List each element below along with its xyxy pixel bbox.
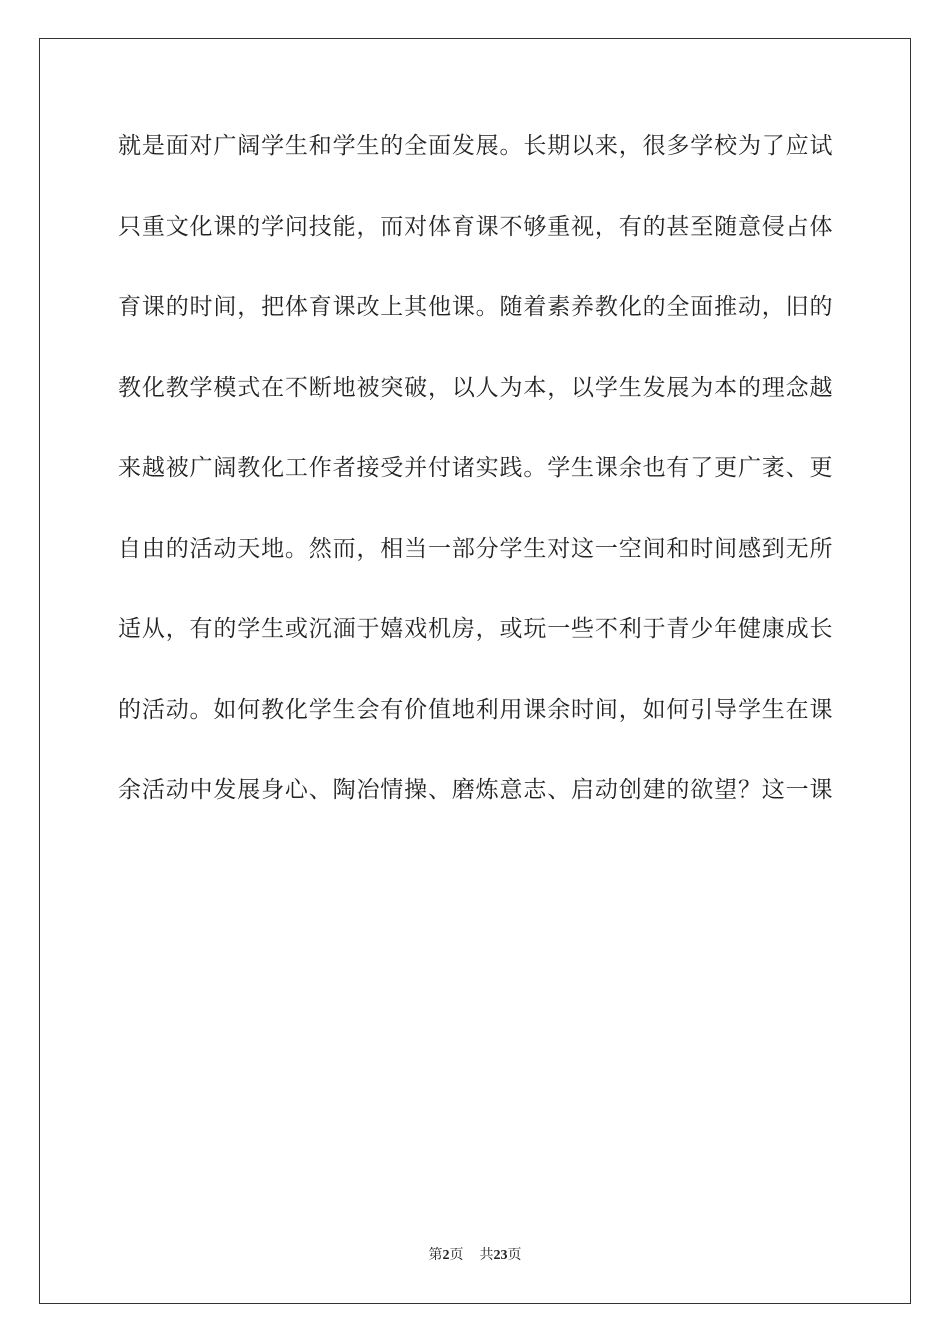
text-line-3: 育课的时间，把体育课改上其他课。随着素养教化的全面推动，旧的 — [118, 294, 833, 320]
text-line-9: 余活动中发展身心、陶冶情操、磨炼意志、启动创建的欲望？这一课 — [118, 777, 833, 803]
page-number: 2 — [442, 1248, 450, 1263]
text-line-6: 自由的活动天地。然而，相当一部分学生对这一空间和时间感到无所 — [118, 535, 833, 562]
text-line-5: 来越被广阔教化工作者接受并付诸实践。学生课余也有了更广袤、更 — [118, 455, 833, 481]
text-line-2: 只重文化课的学问技能，而对体育课不够重视，有的甚至随意侵占体 — [118, 213, 833, 240]
page-footer — [0, 1247, 950, 1265]
total-prefix: 共 — [479, 1248, 494, 1263]
total-suffix: 页 — [507, 1248, 522, 1263]
total-pages: 23 — [493, 1248, 508, 1263]
text-line-7: 适从，有的学生或沉湎于嬉戏机房，或玩一些不利于青少年健康成长 — [118, 616, 833, 642]
text-line-1: 就是面对广阔学生和学生的全面发展。长期以来，很多学校为了应试 — [118, 133, 833, 159]
text-line-8: 的活动。如何教化学生会有价值地利用课余时间，如何引导学生在课 — [118, 696, 833, 723]
text-line-4: 教化教学模式在不断地被突破，以人为本，以学生发展为本的理念越 — [118, 374, 833, 401]
page-prefix: 第 — [428, 1248, 443, 1263]
page-suffix: 页 — [449, 1248, 464, 1263]
document-body — [118, 131, 833, 856]
